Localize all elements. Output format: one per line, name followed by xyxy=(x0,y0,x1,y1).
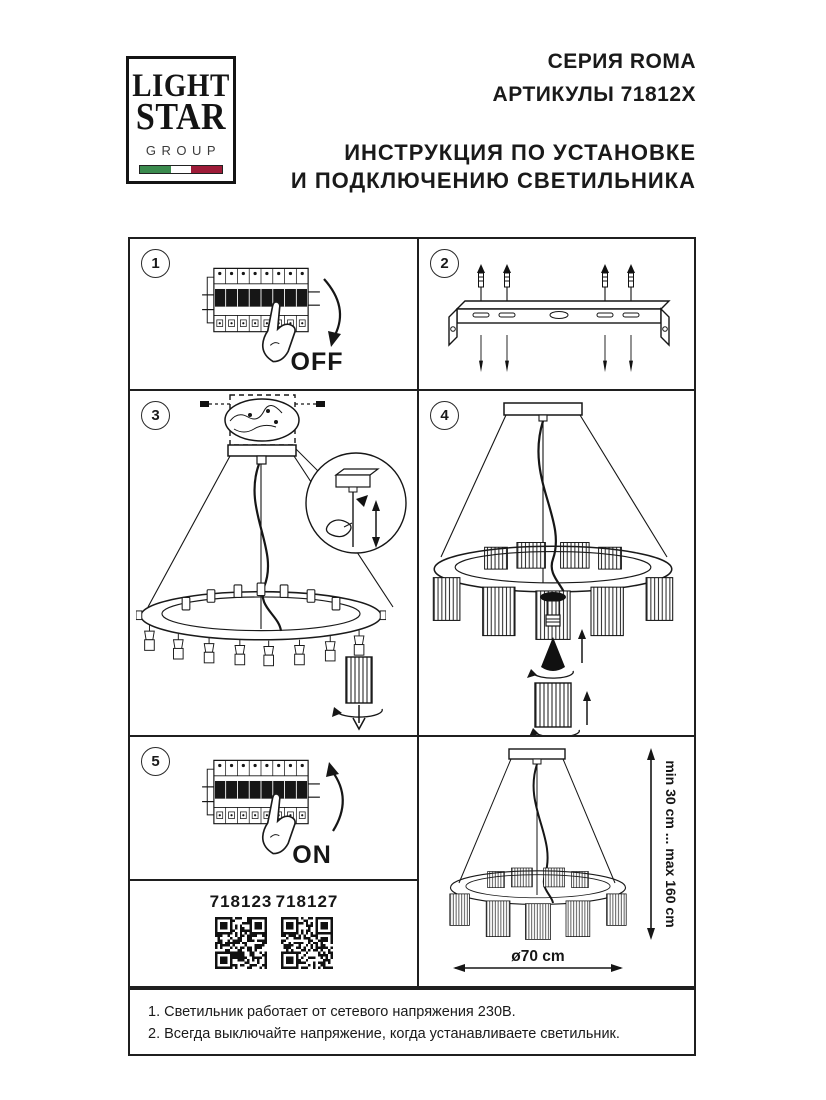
note-line-2: 2. Всегда выключайте напряжение, когда устанавливаете светильник. xyxy=(148,1026,620,1043)
step5-number-badge: 5 xyxy=(141,747,170,776)
off-label: OFF xyxy=(290,348,344,376)
crystal-shade xyxy=(535,683,571,727)
anchor-bolt-icon xyxy=(603,335,607,372)
ceiling-plate-stem xyxy=(533,759,541,764)
diameter-label: ø70 cm xyxy=(511,948,565,965)
ceiling-junction-box xyxy=(200,395,325,445)
series-title: СЕРИЯ ROMA xyxy=(547,50,696,73)
flag-green-segment xyxy=(140,166,171,173)
anchor-bolt-icon xyxy=(629,335,633,372)
ceiling-bracket xyxy=(449,301,669,345)
crystal-shade xyxy=(346,657,372,703)
qr-code-right xyxy=(281,917,333,969)
turn-off-arrow xyxy=(324,279,340,335)
ceiling-plate xyxy=(504,403,582,415)
circuit-breaker-icon xyxy=(202,760,320,823)
logo-word-light: LIGHT xyxy=(132,68,230,104)
step1-panel xyxy=(130,239,417,389)
flag-white-segment xyxy=(171,166,191,173)
logo-word-star: STAR xyxy=(135,96,227,139)
instruction-title-line2: И ПОДКЛЮЧЕНИЮ СВЕТИЛЬНИКА xyxy=(290,168,696,193)
logo-word-group: GROUP xyxy=(145,142,222,158)
step2-panel xyxy=(419,239,694,389)
chandelier-assembly-illustration xyxy=(130,391,417,735)
step3-number-badge: 3 xyxy=(141,401,170,430)
shade-rotation-arrowhead xyxy=(529,728,539,735)
shade-up-arrowhead xyxy=(583,691,591,701)
breaker-on-illustration xyxy=(130,737,417,879)
chandelier-dimensions-illustration xyxy=(419,737,694,986)
diameter-dimension xyxy=(453,948,623,972)
instruction-title-line1: ИНСТРУКЦИЯ ПО УСТАНОВКЕ xyxy=(344,140,696,165)
circuit-breaker-icon xyxy=(202,268,320,331)
anchor-bolt-icon xyxy=(505,335,509,372)
articles-title: АРТИКУЛЫ 71812X xyxy=(492,83,696,106)
power-cable xyxy=(255,464,281,631)
height-dimension xyxy=(647,748,679,940)
dimensions-panel xyxy=(419,737,694,986)
crystal-ring xyxy=(450,868,626,939)
step2-number-badge: 2 xyxy=(430,249,459,278)
chandelier-lamp-installation-illustration xyxy=(419,391,694,735)
step3-panel xyxy=(130,391,417,735)
turn-off-arrowhead xyxy=(328,331,341,347)
lamp-up-arrowhead xyxy=(578,629,586,639)
qr-labels xyxy=(130,881,417,915)
qr-code-left-label: 718123 xyxy=(209,892,273,911)
screw-rotation-arrowhead xyxy=(527,669,537,678)
ceiling-plate-stem xyxy=(539,415,547,421)
mounting-bracket-illustration xyxy=(419,239,694,389)
turn-on-arrowhead xyxy=(326,762,339,777)
on-label: ON xyxy=(292,841,332,869)
qr-panel xyxy=(130,881,417,986)
screw-rotation-arrow xyxy=(533,671,573,678)
ceiling-plate xyxy=(509,749,565,759)
cable-lock-magnifier xyxy=(306,453,406,553)
qr-code-left xyxy=(215,917,267,969)
step4-panel xyxy=(419,391,694,735)
lightstar-logo xyxy=(126,56,236,184)
anchor-bolt-icon xyxy=(479,335,483,372)
canopy-stem xyxy=(257,456,266,464)
qr-code-right-label: 718127 xyxy=(275,892,339,911)
rotate-arrowhead xyxy=(332,707,342,717)
shade-rotation-arrow xyxy=(535,730,579,735)
flag-red-segment xyxy=(191,166,222,173)
lamp-bulb-icon xyxy=(541,637,565,671)
step5-panel xyxy=(130,737,417,879)
turn-on-arrow xyxy=(332,771,343,831)
height-range-label: min 30 cm ... max 160 cm xyxy=(663,760,679,928)
italian-flag-bar xyxy=(139,165,223,174)
step4-number-badge: 4 xyxy=(430,401,459,430)
footer-notes xyxy=(128,988,696,1056)
note-line-1: 1. Светильник работает от сетевого напряжения 230В. xyxy=(148,1004,516,1020)
instruction-steps-grid xyxy=(128,237,696,988)
breaker-off-illustration xyxy=(130,239,417,389)
step1-number-badge: 1 xyxy=(141,249,170,278)
canopy-plate xyxy=(228,445,296,456)
